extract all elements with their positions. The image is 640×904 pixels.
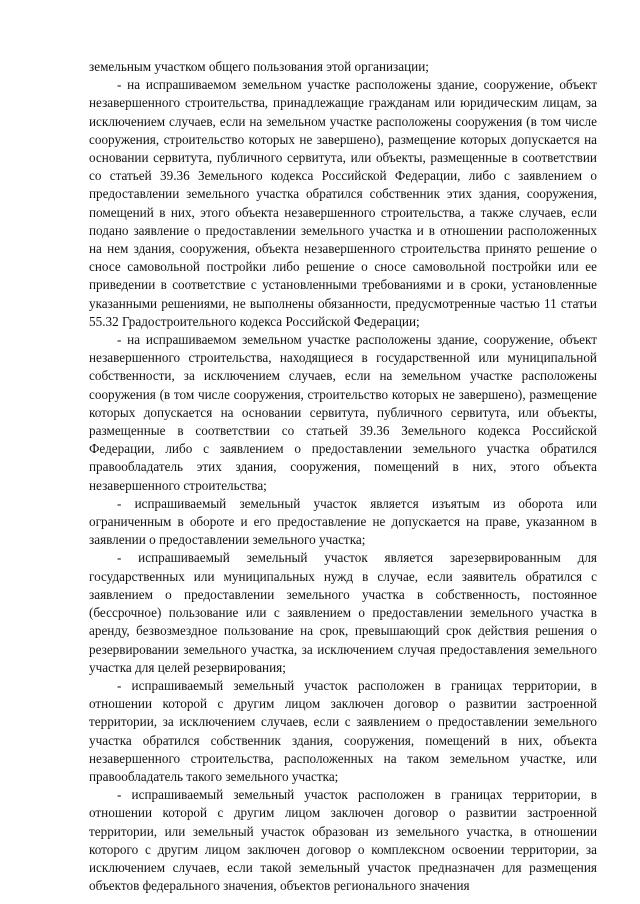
paragraph-2: - на испрашиваемом земельном участке расположены здание, сооружение, объект незавершенного строительства, принадлежащие гражданам или юридическим лицам, за исключением случаев, если на земельном участке расположены сооружения (в том числе сооружения, строительство которых не завершено), размещение которых допускается на основании сервитута, публичного сервитута, или объекты, размещенные в соответствии со статьей 39.36 Земельного кодекса Российской Федерации, либо с заявлением о предоставлении земельного участка обратился собственник этих здания, сооружения, помещений в них, этого объекта незавершенного строительства, а также случаев, если подано заявление о предоставлении земельного участка и в отношении расположенных на нем здания, сооружения, объекта незавершенного строительства принято решение о сносе самовольной постройки либо решение о сносе самовольной постройки или ее приведении в соответствие с установленными требованиями и в сроки, установленные указанными решениями, не выполнены обязанности, предусмотренные частью 11 статьи 55.32 Градостроительного кодекса Российской Федерации;	[89, 77, 597, 329]
paragraph-5: - испрашиваемый земельный участок является зарезервированным для государственных или муниципальных нужд в случае, если заявитель обратился с заявлением о предоставлении земельного участка в собственность, постоянное (бессрочное) пользование или с заявлением о предоставлении земельного участка в аренду, безвозмездное пользование на срок, превышающий срок действия решения о резервировании земельного участка, за исключением случая предоставления земельного участка для целей резервирования;	[89, 550, 597, 675]
paragraph-7: - испрашиваемый земельный участок расположен в границах территории, в отношении которой с другим лицом заключен договор о развитии застроенной территории, или земельный участок образован из земельного участка, в отношении которого с другим лицом заключен договор о комплексном освоении территории, за исключением случаев, если такой земельный участок предназначен для размещения объектов федерального значения, объектов регионального значения	[89, 787, 597, 894]
paragraph-6: - испрашиваемый земельный участок расположен в границах территории, в отношении которой с другим лицом заключен договор о развитии застроенной территории, за исключением случаев, если с заявлением о предоставлении земельного участка обратился собственник здания, сооружения, помещений в них, объекта незавершенного строительства, расположенных на таком земельном участке, или правообладатель такого земельного участка;	[89, 677, 597, 784]
paragraph-1: земельным участком общего пользования этой организации;	[89, 59, 429, 74]
paragraph-4: - испрашиваемый земельный участок является изъятым из оборота или ограниченным в обороте и его предоставление не допускается на праве, указанном в заявлении о предоставлении земельного участка;	[89, 495, 597, 548]
paragraph-3: - на испрашиваемом земельном участке расположены здание, сооружение, объект незавершенного строительства, находящиеся в государственной или муниципальной собственности, за исключением случаев, если на земельном участке расположены сооружения (в том числе сооружения, строительство которых не завершено), размещение которых допускается на основании сервитута, публичного сервитута, или объекты, размещенные в соответствии со статьей 39.36 Земельного кодекса Российской Федерации, либо с заявлением о предоставлении земельного участка обратился правообладатель этих здания, сооружения, помещений в них, этого объекта незавершенного строительства;	[89, 332, 597, 493]
document-page	[89, 58, 597, 895]
